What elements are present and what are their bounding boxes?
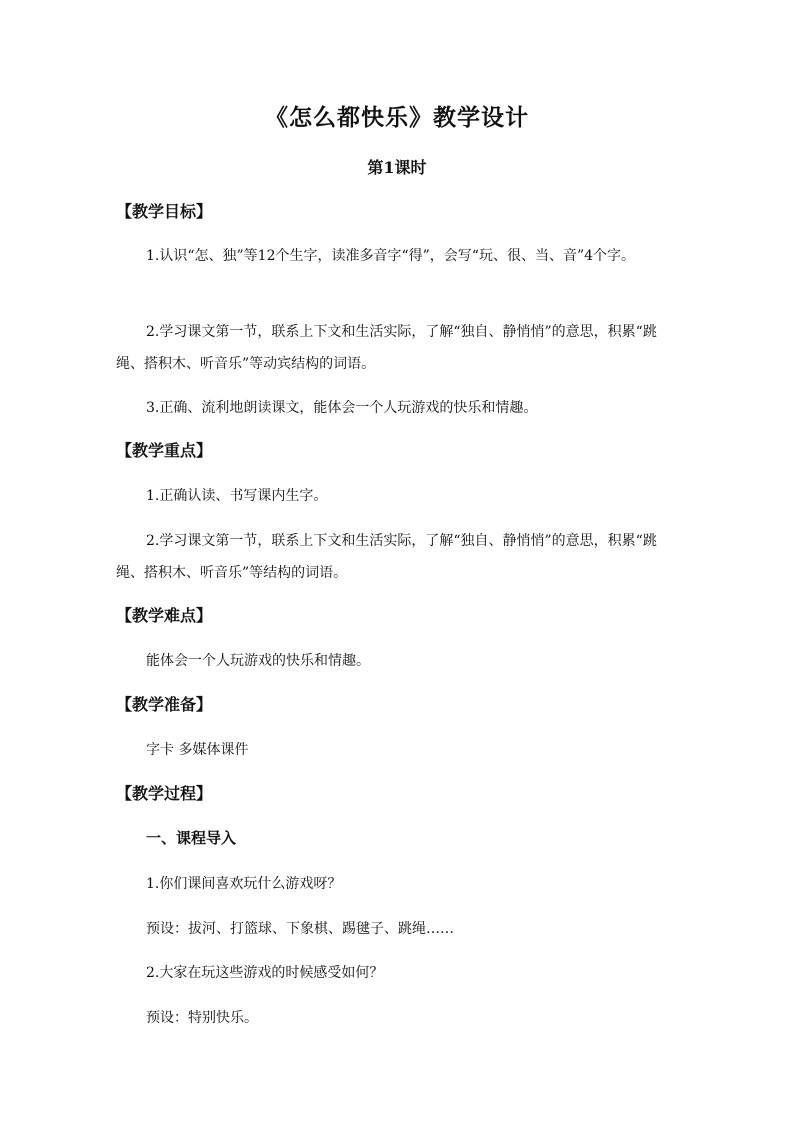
- lesson-period: 第1课时: [367, 158, 427, 177]
- process-line: 预设：拔河、打篮球、下象棋、踢毽子、跳绳……: [146, 921, 454, 937]
- process-line: 1.你们课间喜欢玩什么游戏呀？: [146, 876, 342, 892]
- document-title: 《怎么都快乐》教学设计: [265, 104, 529, 131]
- process-line: 2.大家在玩这些游戏的时候感受如何？: [146, 965, 384, 981]
- difficulty-item: 能体会一个人玩游戏的快乐和情趣。: [146, 653, 370, 669]
- objective-item: 2.学习课文第一节，联系上下文和生活实际，了解“独自、静悄悄”的意思，积累“跳绳、搭积木、听音乐”等动宾结构的词语。: [116, 324, 657, 372]
- preparation-heading: 【教学准备】: [116, 695, 213, 714]
- objective-item: 1.认识“怎、独”等12个生字，读准多音字“得”，会写“玩、很、当、音”4个字。: [146, 248, 636, 264]
- process-step-title: 一、课程导入: [146, 829, 237, 847]
- objectives-heading: 【教学目标】: [116, 202, 213, 221]
- objective-item: 3.正确、流利地朗读课文，能体会一个人玩游戏的快乐和情趣。: [146, 400, 538, 416]
- key-point-item: 2.学习课文第一节，联系上下文和生活实际，了解“独自、静悄悄”的意思，积累“跳绳、搭积木、听音乐”等结构的词语。: [116, 533, 657, 581]
- preparation-item: 字卡 多媒体课件: [146, 742, 249, 758]
- process-heading: 【教学过程】: [116, 784, 213, 803]
- key-point-item: 1.正确认读、书写课内生字。: [146, 488, 328, 504]
- process-line: 预设：特别快乐。: [146, 1010, 258, 1026]
- difficulties-heading: 【教学难点】: [116, 606, 213, 625]
- key-points-heading: 【教学重点】: [116, 441, 213, 460]
